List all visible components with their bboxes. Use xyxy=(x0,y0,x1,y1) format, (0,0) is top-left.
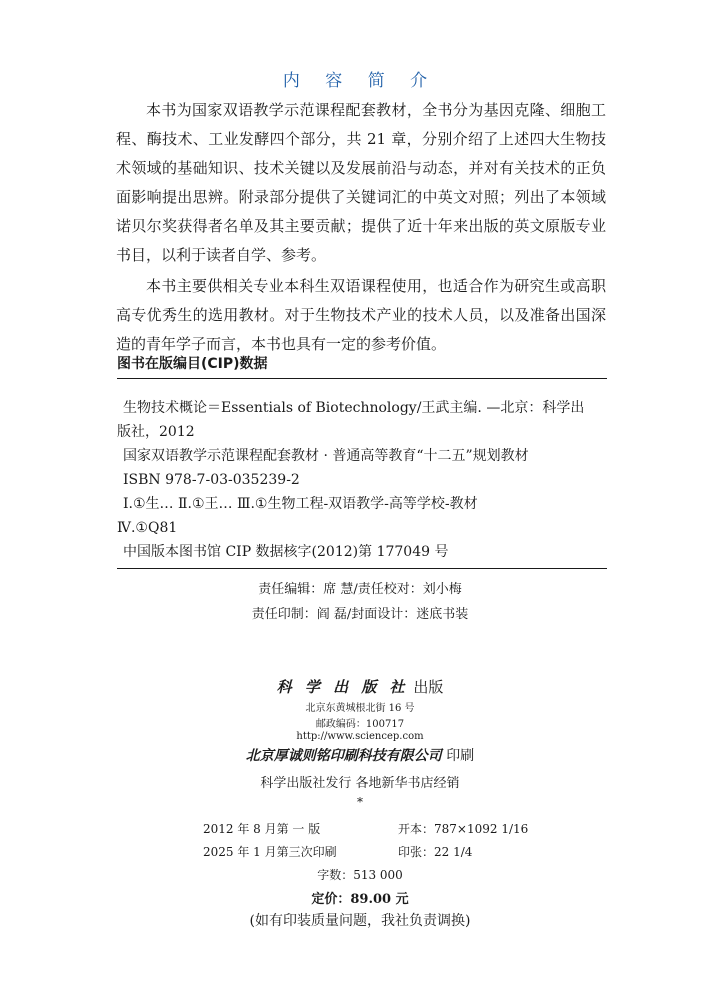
cip-line-publisher: 版社，2012 xyxy=(117,424,195,440)
publisher-name: 科 学 出 版 社 xyxy=(276,678,409,696)
printer-line xyxy=(0,745,720,765)
distribution-line: 科学出版社发行 各地新华书店经销 xyxy=(260,776,460,791)
printer-suffix: 印刷 xyxy=(446,748,475,764)
cip-top-rule xyxy=(117,378,607,379)
cip-line-title: 生物技术概论＝Essentials of Biotechnology/王武主编. —北京：科学出 xyxy=(123,400,585,416)
cip-line-classification: Ⅰ.①生… Ⅱ.①王… Ⅲ.①生物工程-双语教学-高等学校-教材 xyxy=(123,496,478,512)
cip-bottom-rule xyxy=(117,568,607,569)
cip-line-series: 国家双语教学示范课程配套教材 · 普通高等教育“十二五”规划教材 xyxy=(123,448,529,464)
cip-block xyxy=(117,396,607,564)
editor-credits: 责任编辑：席 慧/责任校对：刘小梅 xyxy=(258,582,462,597)
printing-info: 2025 年 1 月第三次印刷 xyxy=(203,845,337,859)
publisher-url: http://www.sciencep.com xyxy=(296,731,424,742)
sheets-info: 印张：22 1/4 xyxy=(398,845,473,859)
separator-star: * xyxy=(357,795,363,809)
edition-info: 2012 年 8 月第 一 版 xyxy=(203,822,321,836)
quality-note: (如有印装质量问题，我社负责调换) xyxy=(249,913,471,929)
publisher-address: 北京东黄城根北街 16 号 xyxy=(305,703,415,714)
format-info: 开本：787×1092 1/16 xyxy=(398,822,529,836)
price: 定价：89.00 元 xyxy=(311,892,409,907)
production-credits: 责任印制：阎 磊/封面设计：迷底书装 xyxy=(251,607,469,622)
cip-line-record: 中国版本图书馆 CIP 数据核字(2012)第 177049 号 xyxy=(123,544,449,560)
intro-paragraph-1: 本书为国家双语教学示范课程配套教材，全书分为基因克隆、细胞工程、酶技术、工业发酵四个部分，共 21 章，分别介绍了上述四大生物技术领域的基础知识、技术关键以及发展前沿与动态，并对有关技术的正负面影响提出思辨。附录部分提供了关键词汇的中英文对照；列出了本领域诺贝尔奖获得者名单及其主要贡献；提供了近十年来出版的英文原版专业书目，以利于读者自学、参考。 xyxy=(116,101,606,264)
printer-name: 北京厚诚则铭印刷科技有限公司 xyxy=(245,748,442,764)
word-count: 字数：513 000 xyxy=(317,868,403,882)
publisher-postcode: 邮政编码：100717 xyxy=(315,719,405,730)
intro-body xyxy=(116,96,606,359)
intro-paragraph-2: 本书主要供相关专业本科生双语课程使用，也适合作为研究生或高职高专优秀生的选用教材。对于生物技术产业的技术人员，以及准备出国深造的青年学子而言，本书也具有一定的参考价值。 xyxy=(116,277,606,353)
cip-heading: 图书在版编目(CIP)数据 xyxy=(117,356,268,372)
cip-line-clc: Ⅳ.①Q81 xyxy=(117,520,178,536)
cip-line-isbn: ISBN 978-7-03-035239-2 xyxy=(123,472,300,488)
intro-heading: 内 容 简 介 xyxy=(282,71,438,91)
publisher-line xyxy=(0,676,720,697)
publisher-suffix: 出版 xyxy=(413,678,444,696)
